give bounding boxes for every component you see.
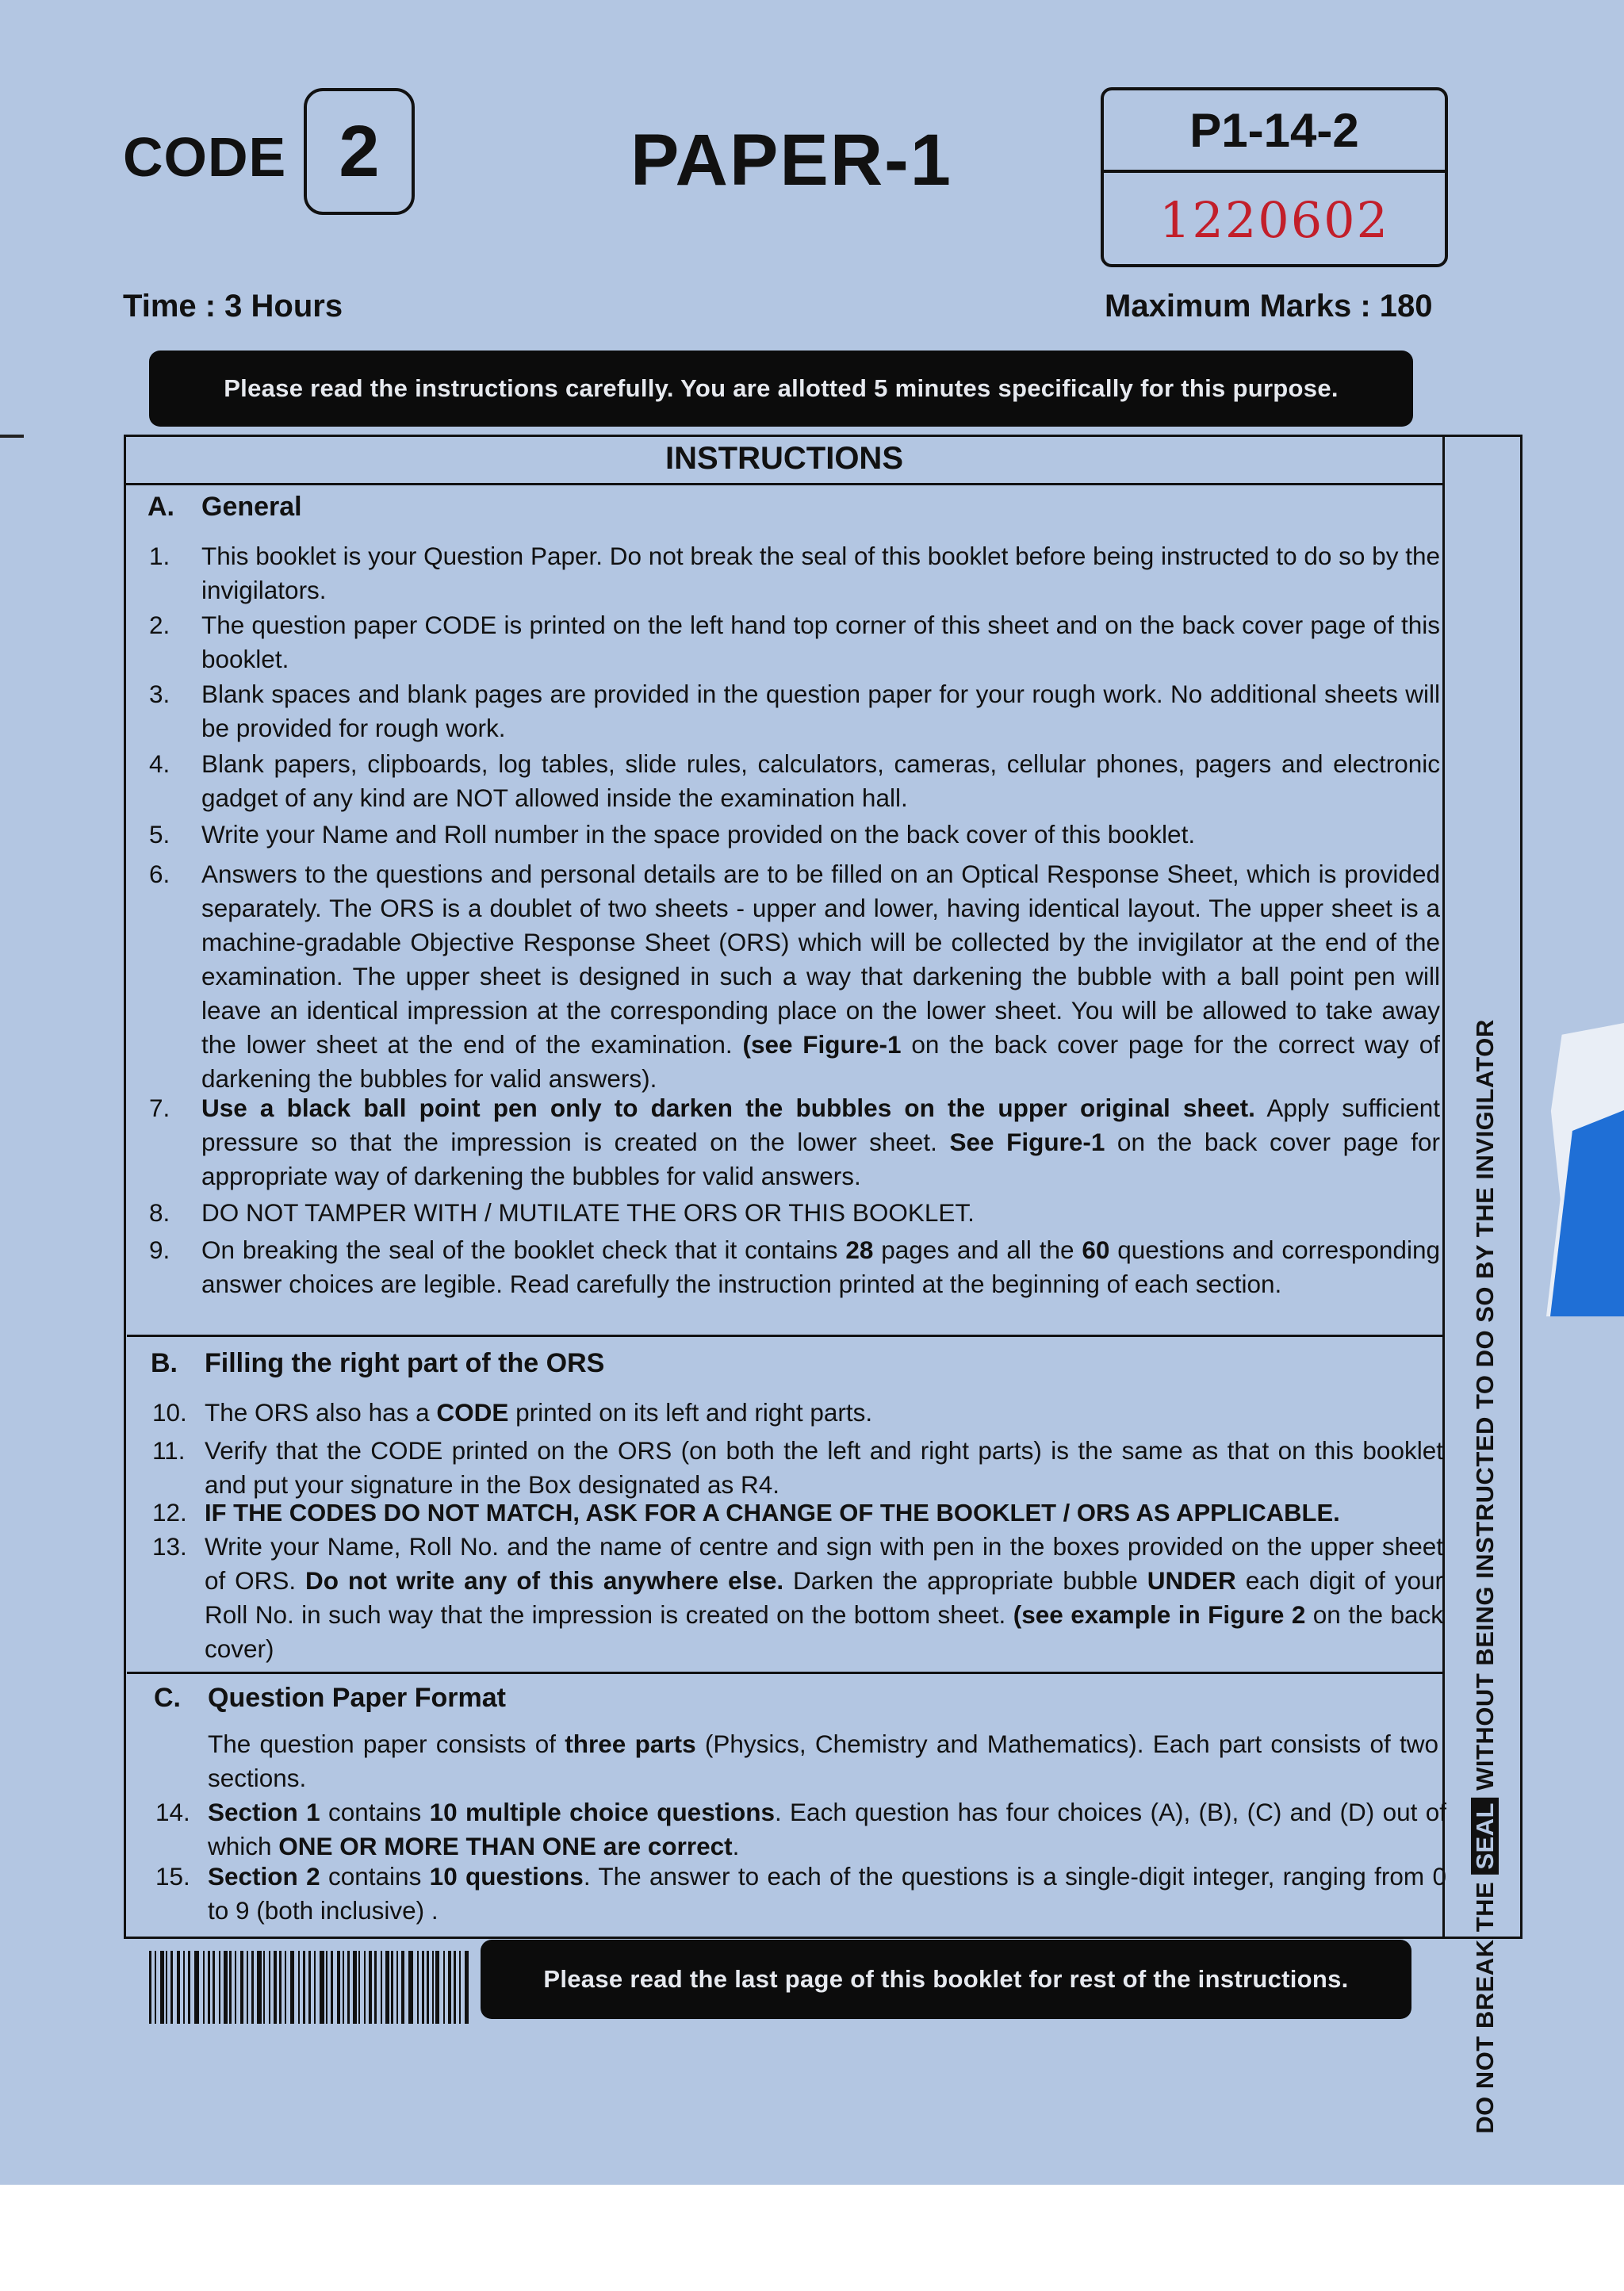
barcode-bar [285, 1951, 286, 2024]
item-number: 14. [155, 1798, 190, 1826]
barcode-bar [374, 1951, 377, 2024]
barcode-bar [353, 1951, 357, 2024]
barcode-bar [435, 1951, 439, 2024]
barcode-bar [448, 1951, 451, 2024]
item-number: 4. [149, 749, 170, 778]
item-text [201, 1091, 1440, 1193]
item-text-bold: Section 1 [208, 1798, 320, 1826]
barcode-bar [427, 1951, 429, 2024]
section-c-intro [208, 1727, 1438, 1795]
barcode-bar [308, 1951, 311, 2024]
edge-mark [0, 435, 24, 438]
item-number: 2. [149, 611, 170, 639]
barcode-bar [229, 1951, 232, 2024]
barcode-bar [326, 1951, 327, 2024]
item-text-part: contains [320, 1798, 430, 1826]
list-item [149, 1196, 1440, 1230]
section-divider [127, 1335, 1445, 1337]
barcode-bar [417, 1951, 419, 2024]
item-text-part: printed on its left and right parts. [508, 1398, 873, 1427]
paper-id-box [1101, 87, 1448, 267]
barcode-bar [459, 1951, 461, 2024]
barcode-bar [149, 1951, 151, 2024]
barcode-bar [188, 1951, 190, 2024]
item-text-bold: 28 [845, 1236, 874, 1264]
item-text-bold: Section 2 [208, 1862, 320, 1891]
barcode-bar [465, 1951, 469, 2024]
barcode-bar [290, 1951, 294, 2024]
barcode-bar [314, 1951, 316, 2024]
barcode-bar [391, 1951, 393, 2024]
item-text-bold: (see example in Figure 2 [1013, 1600, 1306, 1629]
barcode-bar [263, 1951, 265, 2024]
barcode-bar [247, 1951, 248, 2024]
item-number: 11. [152, 1436, 186, 1465]
barcode-bar [369, 1951, 372, 2024]
barcode-bar [443, 1951, 445, 2024]
item-text-part: Write your Name, Roll No. and the name of centre and sign with pen in the boxes provided on the upper sheet of ORS. [205, 1532, 1443, 1595]
item-text-part: Answers to the questions and personal details are to be filled on an Optical Response Sheet, which is provided separately. The ORS is a doublet of two sheets - upper and lower, having identical layout. The upper sheet is a machine-gradable Objective Response Sheet (ORS) which will be collected by the invigilator at the end of the examination. The upper sheet is designed in such a way that darkening the bubble with a ball point pen will leave an identical impression at the corresponding place on the lower sheet. You will be allowed to take away the lower sheet at the end of the examination. [201, 860, 1440, 1059]
item-text-part: questions and corresponding answer choices are legible. Read carefully the instruction printed at the beginning of each section. [201, 1236, 1440, 1298]
barcode-bar [408, 1951, 413, 2024]
item-text-part: contains [320, 1862, 430, 1891]
barcode-bar [331, 1951, 333, 2024]
section-b-heading [151, 1348, 604, 1379]
item-text-part: . [732, 1832, 740, 1860]
seal-warning-part: DO NOT BREAK THE [1471, 1874, 1499, 2134]
intro-text-part: (Physics, Chemistry and Mathematics). Each part consists of two sections. [208, 1730, 1438, 1792]
item-text-bold: ONE OR MORE THAN ONE are correct [278, 1832, 733, 1860]
item-text-bold: (see Figure-1 [742, 1030, 902, 1059]
bottom-banner: Please read the last page of this booklet for rest of the instructions. [481, 1940, 1411, 2019]
barcode-bar [160, 1951, 164, 2024]
item-text-bold: 60 [1082, 1236, 1110, 1264]
item-number: 5. [149, 820, 170, 849]
list-item [149, 539, 1440, 607]
item-text [201, 1233, 1440, 1301]
item-text: Write your Name and Roll number in the space provided on the back cover of this booklet. [201, 820, 1196, 849]
barcode-bar [251, 1951, 254, 2024]
item-text-part: pages and all the [873, 1236, 1082, 1264]
maximum-marks: Maximum Marks : 180 [1105, 289, 1433, 324]
section-c-heading [154, 1683, 506, 1714]
barcode-bar [279, 1951, 282, 2024]
barcode-bar [235, 1951, 236, 2024]
barcode-icon [149, 1951, 472, 2024]
item-text-bold: Use a black ball point pen only to darken the bubbles on the upper original sheet. [201, 1094, 1255, 1122]
seal-warning-part: WITHOUT BEING INSTRUCTED TO DO SO BY THE INVIGILATOR [1471, 1019, 1499, 1798]
frame-divider [1442, 435, 1445, 1939]
top-banner: Please read the instructions carefully. You are allotted 5 minutes specifically for this purpose. [149, 351, 1413, 427]
list-item [155, 1795, 1446, 1864]
barcode-bar [224, 1951, 228, 2024]
item-text-part: Apply sufficient pressure so that the impression is created on the lower sheet. [201, 1094, 1440, 1156]
item-text-part: on the back cover) [205, 1600, 1443, 1663]
item-text-part: On breaking the seal of the booklet check that it contains [201, 1236, 846, 1264]
item-number: 8. [149, 1198, 170, 1227]
list-item [149, 818, 1440, 852]
code-label: CODE [123, 126, 287, 188]
barcode-bar [396, 1951, 398, 2024]
item-text: Verify that the CODE printed on the ORS (on both the left and right parts) is the same as that on this booklet and put your signature in the Box designated as R4. [205, 1436, 1443, 1499]
barcode-bar [208, 1951, 210, 2024]
barcode-bar [364, 1951, 366, 2024]
item-text-bold: See Figure-1 [949, 1128, 1105, 1156]
item-number: 6. [149, 860, 170, 888]
list-item [152, 1496, 1443, 1530]
section-title: Question Paper Format [208, 1683, 506, 1713]
list-item [149, 1091, 1440, 1193]
item-text: This booklet is your Question Paper. Do not break the seal of this booklet before being instructed to do so by the invigilators. [201, 542, 1440, 604]
item-text: Blank spaces and blank pages are provided in the question paper for your rough work. No additional sheets will be provided for rough work. [201, 680, 1440, 742]
list-item [149, 677, 1440, 745]
item-text-bold: UNDER [1147, 1566, 1236, 1595]
barcode-bar [298, 1951, 300, 2024]
barcode-bar [177, 1951, 180, 2024]
item-text-part: . The answer to each of the questions is a single-digit integer, ranging from 0 to 9 (both inclusive) . [208, 1862, 1446, 1925]
item-text-bold: IF THE CODES DO NOT MATCH, ASK FOR A CHANGE OF THE BOOKLET / ORS AS APPLICABLE. [205, 1499, 1340, 1527]
item-number: 3. [149, 680, 170, 708]
instructions-title: INSTRUCTIONS [124, 435, 1445, 485]
item-text: The question paper CODE is printed on the left hand top corner of this sheet and on the back cover page of this booklet. [201, 611, 1440, 673]
item-text [205, 1530, 1443, 1666]
intro-text-bold: three parts [565, 1730, 696, 1758]
section-a-heading [147, 492, 302, 523]
item-text-bold: 10 multiple choice questions [429, 1798, 775, 1826]
list-item [152, 1396, 1443, 1430]
item-text-bold: CODE [436, 1398, 509, 1427]
item-text: Blank papers, clipboards, log tables, slide rules, calculators, cameras, cellular phones, pagers and electronic gadget of any kind are NOT allowed inside the examination hall. [201, 749, 1440, 812]
code-value-box: 2 [304, 88, 415, 215]
barcode-bar [183, 1951, 185, 2024]
booklet-number: 1220602 [1159, 191, 1390, 249]
intro-text-part: The question paper consists of [208, 1730, 565, 1758]
item-text [201, 857, 1440, 1096]
section-title: Filling the right part of the ORS [205, 1348, 605, 1378]
barcode-bar [170, 1951, 173, 2024]
barcode-bar [358, 1951, 360, 2024]
seal-label: SEAL [1471, 1798, 1499, 1875]
item-number: 9. [149, 1236, 170, 1264]
barcode-bar [401, 1951, 404, 2024]
barcode-bar [213, 1951, 215, 2024]
list-item [149, 747, 1440, 815]
barcode-bar [274, 1951, 277, 2024]
barcode-bar [194, 1951, 199, 2024]
section-letter: C. [154, 1683, 181, 1713]
item-text-bold: 10 questions [429, 1862, 584, 1891]
time-allowed: Time : 3 Hours [123, 289, 343, 324]
seal-warning-text [1471, 1019, 1500, 2134]
item-text-part: . Each question has four choices (A), (B), (C) and (D) out of which [208, 1798, 1446, 1860]
barcode-bar [422, 1951, 424, 2024]
item-text-part: on the back cover page for the correct way of darkening the bubbles for valid answers). [201, 1030, 1440, 1093]
barcode-bar [454, 1951, 456, 2024]
item-number: 1. [149, 542, 170, 570]
item-text [208, 1795, 1446, 1864]
item-text-part: each digit of your Roll No. in such way that the impression is created on the bottom sheet. [205, 1566, 1443, 1629]
section-divider [127, 1672, 1445, 1674]
barcode-bar [303, 1951, 305, 2024]
barcode-bar [219, 1951, 220, 2024]
item-number: 10. [152, 1398, 187, 1427]
list-item [155, 1860, 1446, 1928]
seal-warning-strip [1447, 435, 1522, 2134]
item-text-part: Darken the appropriate bubble [783, 1566, 1147, 1595]
list-item [149, 1233, 1440, 1301]
barcode-bar [155, 1951, 156, 2024]
list-item [149, 608, 1440, 676]
item-text [205, 1396, 1443, 1430]
barcode-bar [432, 1951, 434, 2024]
barcode-bar [240, 1951, 243, 2024]
section-letter: A. [147, 492, 174, 522]
list-item [149, 857, 1440, 1096]
barcode-bar [385, 1951, 389, 2024]
paper-title: PAPER-1 [630, 120, 952, 201]
barcode-bar [166, 1951, 167, 2024]
section-letter: B. [151, 1348, 178, 1378]
list-item [152, 1434, 1443, 1502]
item-number: 7. [149, 1094, 170, 1122]
paper-id: P1-14-2 [1104, 90, 1445, 173]
barcode-bar [257, 1951, 262, 2024]
barcode-bar [347, 1951, 350, 2024]
item-text [205, 1496, 1443, 1530]
item-text [208, 1860, 1446, 1928]
list-item [152, 1530, 1443, 1666]
barcode-bar [337, 1951, 340, 2024]
item-text: DO NOT TAMPER WITH / MUTILATE THE ORS OR THIS BOOKLET. [201, 1198, 975, 1227]
section-title: General [201, 492, 302, 522]
barcode-bar [381, 1951, 382, 2024]
item-text-bold: Do not write any of this anywhere else. [305, 1566, 784, 1595]
item-text-part: on the back cover page for appropriate way of darkening the bubbles for valid answers. [201, 1128, 1441, 1190]
item-number: 13. [152, 1532, 187, 1561]
barcode-bar [343, 1951, 344, 2024]
item-number: 12. [152, 1498, 187, 1527]
barcode-bar [320, 1951, 324, 2024]
item-text-part: The ORS also has a [205, 1398, 437, 1427]
barcode-bar [203, 1951, 205, 2024]
barcode-bar [269, 1951, 270, 2024]
item-number: 15. [155, 1862, 190, 1891]
